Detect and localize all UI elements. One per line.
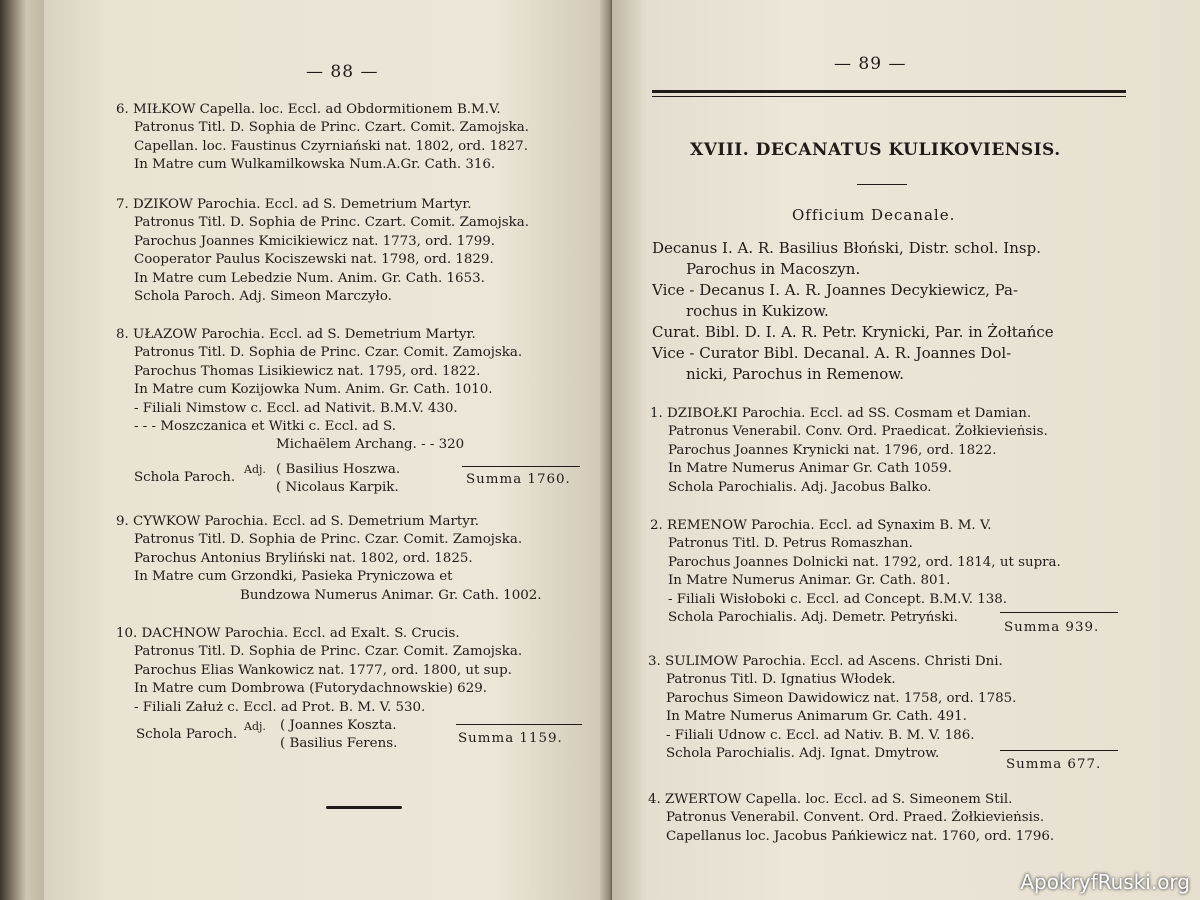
schola-name: ( Basilius Ferens. xyxy=(280,736,398,751)
summa-total: Summa 1760. xyxy=(466,472,571,487)
schola-label: Schola Paroch. xyxy=(136,727,238,742)
tailpiece-ornament xyxy=(326,806,402,809)
page-stack-edge xyxy=(0,0,48,900)
left-page-number: — 88 — xyxy=(306,62,379,82)
summa-total: Summa 939. xyxy=(1004,620,1100,635)
entry-zwertow: 4. ZWERTOW Capella. loc. Eccl. ad S. Simeonem Stil. Patronus Venerabil. Convent. Ord. Praed. Żołkievieṅsis. Capellanus loc. Jacobus Pańkiewicz nat. 1760, ord. 1796. xyxy=(648,792,1055,844)
entry-dachnow: 10. DACHNOW Parochia. Eccl. ad Exalt. S. Crucis. Patronus Titl. D. Sophia de Princ. Czar. Comit. Zamojska. Parochus Elias Wankowicz nat. 1777, ord. 1800, ut sup. In Matre cum Dombrowa (Futorydachnowskie) 629. - Filiali Załuż c. Eccl. ad Prot. B. M. V. 530. xyxy=(116,626,523,715)
officium-list: Decanus I. A. R. Basilius Błoński, Distr. schol. Insp. Parochus in Macoszyn. Vice - Decanus I. A. R. Joannes Decykiewicz, Pa- rochus in Kukizow. Curat. Bibl. D. I. A. R. Petr. Krynicki, Par. in Żołtańce Vice - Curator Bibl. Decanal. A. R. Joannes Dol- nicki, Parochus in Remenow. xyxy=(652,239,1054,383)
right-page xyxy=(612,0,1200,900)
summa-rule xyxy=(1000,750,1118,751)
schola-name: ( Basilius Hoszwa. xyxy=(276,462,401,477)
left-page xyxy=(44,0,610,900)
entry-remenow: 2. REMENOW Parochia. Eccl. ad Synaxim B. M. V. Patronus Titl. D. Petrus Romaszhan. Parochus Joannes Dolnicki nat. 1792, ord. 1814, ut supra. In Matre Numerus Animar. Gr. Cath. 801. - Filiali Wisłoboki c. Eccl. ad Concept. B.M.V. 138. Schola Parochialis. Adj. Demetr. Petryński. xyxy=(650,518,1061,626)
entry-ulazow: 8. UŁAZOW Parochia. Eccl. ad S. Demetrium Martyr. Patronus Titl. D. Sophia de Princ. Czar. Comit. Zamojska. Parochus Thomas Lisikiewicz nat. 1795, ord. 1822. In Matre cum Kozijowka Num. Anim. Gr. Cath. 1010. - Filiali Nimstow c. Eccl. ad Nativit. B.M.V. 430. - - - Moszczanica et Witki c. Eccl. ad S. Michaëlem Archang. - - 320 xyxy=(116,327,523,453)
officium-heading: Officium Decanale. xyxy=(792,206,956,224)
schola-name: ( Joannes Koszta. xyxy=(280,718,397,733)
summa-rule xyxy=(456,724,582,725)
entry-dzikow: 7. DZIKOW Parochia. Eccl. ad S. Demetrium Martyr. Patronus Titl. D. Sophia de Princ. Czart. Comit. Zamojska. Parochus Joannes Kmicikiewicz nat. 1773, ord. 1799. Cooperator Paulus Kociszewski nat. 1798, ord. 1829. In Matre cum Lebedzie Num. Anim. Gr. Cath. 1653. Schola Paroch. Adj. Simeon Marczyło. xyxy=(116,197,529,305)
right-page-number: — 89 — xyxy=(834,54,907,74)
summa-total: Summa 1159. xyxy=(458,731,563,746)
section-heading: XVIII. DECANATUS KULIKOVIENSIS. xyxy=(690,140,1061,160)
schola-name: ( Nicolaus Karpik. xyxy=(276,480,399,495)
summa-total: Summa 677. xyxy=(1006,757,1102,772)
adj-label: Adj. xyxy=(244,720,266,733)
watermark: ApokryfRuski.org xyxy=(1020,870,1190,894)
header-rule-thin xyxy=(652,96,1126,97)
header-rule-thick xyxy=(652,90,1126,93)
entry-milkow: 6. MIŁKOW Capella. loc. Eccl. ad Obdormitionem B.M.V. Patronus Titl. D. Sophia de Princ. Czart. Comit. Zamojska. Capellan. loc. Faustinus Czyrniański nat. 1802, ord. 1827. In Matre cum Wulkamilkowska Num.A.Gr. Cath. 316. xyxy=(116,102,529,173)
summa-rule xyxy=(1000,612,1118,613)
entry-dziboli: 1. DZIBOŁKI Parochia. Eccl. ad SS. Cosmam et Damian. Patronus Venerabil. Conv. Ord. Praedicat. Żołkievieṅsis. Parochus Joannes Krynicki nat. 1796, ord. 1822. In Matre Numerus Animar Gr. Cath 1059. Schola Parochialis. Adj. Jacobus Balko. xyxy=(650,406,1048,495)
schola-label: Schola Paroch. xyxy=(134,470,236,485)
adj-label: Adj. xyxy=(244,463,266,476)
entry-sulimow: 3. SULIMOW Parochia. Eccl. ad Ascens. Christi Dni. Patronus Titl. D. Ignatius Włodek. Parochus Simeon Dawidowicz nat. 1758, ord. 1785. In Matre Numerus Animarum Gr. Cath. 491. - Filiali Udnow c. Eccl. ad Nativ. B. M. V. 186. Schola Parochialis. Adj. Ignat. Dmytrow. xyxy=(648,654,1017,762)
entry-cywkow: 9. CYWKOW Parochia. Eccl. ad S. Demetrium Martyr. Patronus Titl. D. Sophia de Princ. Czar. Comit. Zamojska. Parochus Antonius Bryliński nat. 1802, ord. 1825. In Matre cum Grzondki, Pasieka Pryniczowa et Bundzowa Numerus Animar. Gr. Cath. 1002. xyxy=(116,514,542,603)
heading-divider xyxy=(857,184,907,185)
summa-rule xyxy=(462,466,580,467)
